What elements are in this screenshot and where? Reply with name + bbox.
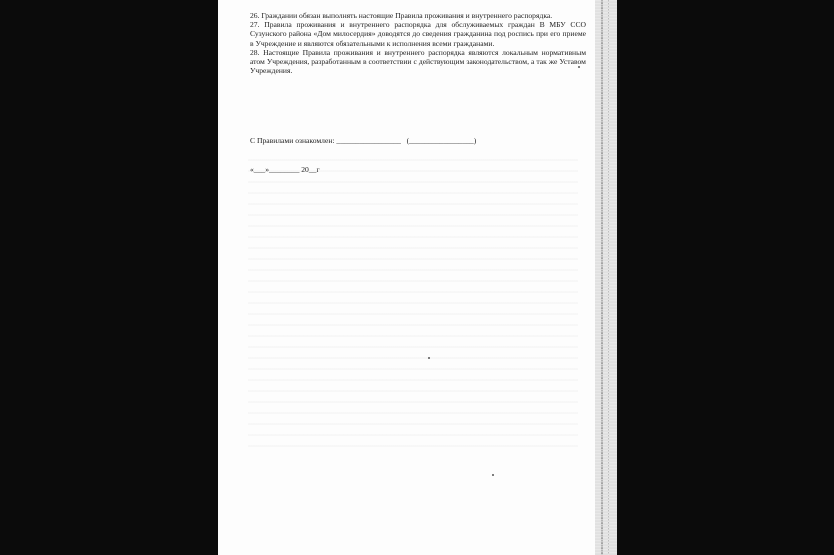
signature-block (250, 117, 476, 194)
paragraph-27: 27. Правила проживания и внутреннего распорядка для обслуживаемых граждан В МБУ ССО Сузунского района «Дом милосердия» доводятся до сведения гражданина под роспись при его приеме в Учреждение и являются обязательными к исполнения всеми гражданами. (250, 20, 586, 48)
bleed-through-texture (248, 150, 578, 450)
paragraph-28: 28. Настоящие Правила проживания и внутреннего распорядка являются локальным нормативным атом Учреждения, разработанным в соответствии с действующим законодательством, а так же Уставом Учреждения. (250, 47, 586, 76)
rules-text-block (250, 11, 586, 75)
scan-edge-artifact (595, 0, 617, 555)
scan-speck (578, 66, 580, 68)
scanned-page (218, 0, 617, 555)
date-line: «___»________ 20__г (250, 164, 320, 174)
signature-line: С Правилами ознакомлен: _________________ (_________________) (250, 136, 477, 146)
scan-speck (492, 474, 494, 476)
paragraph-26: 26. Граждании обязан выполнять настоящие Правила проживания и внутреннего распорядка. (250, 11, 553, 20)
scan-speck (428, 357, 430, 359)
